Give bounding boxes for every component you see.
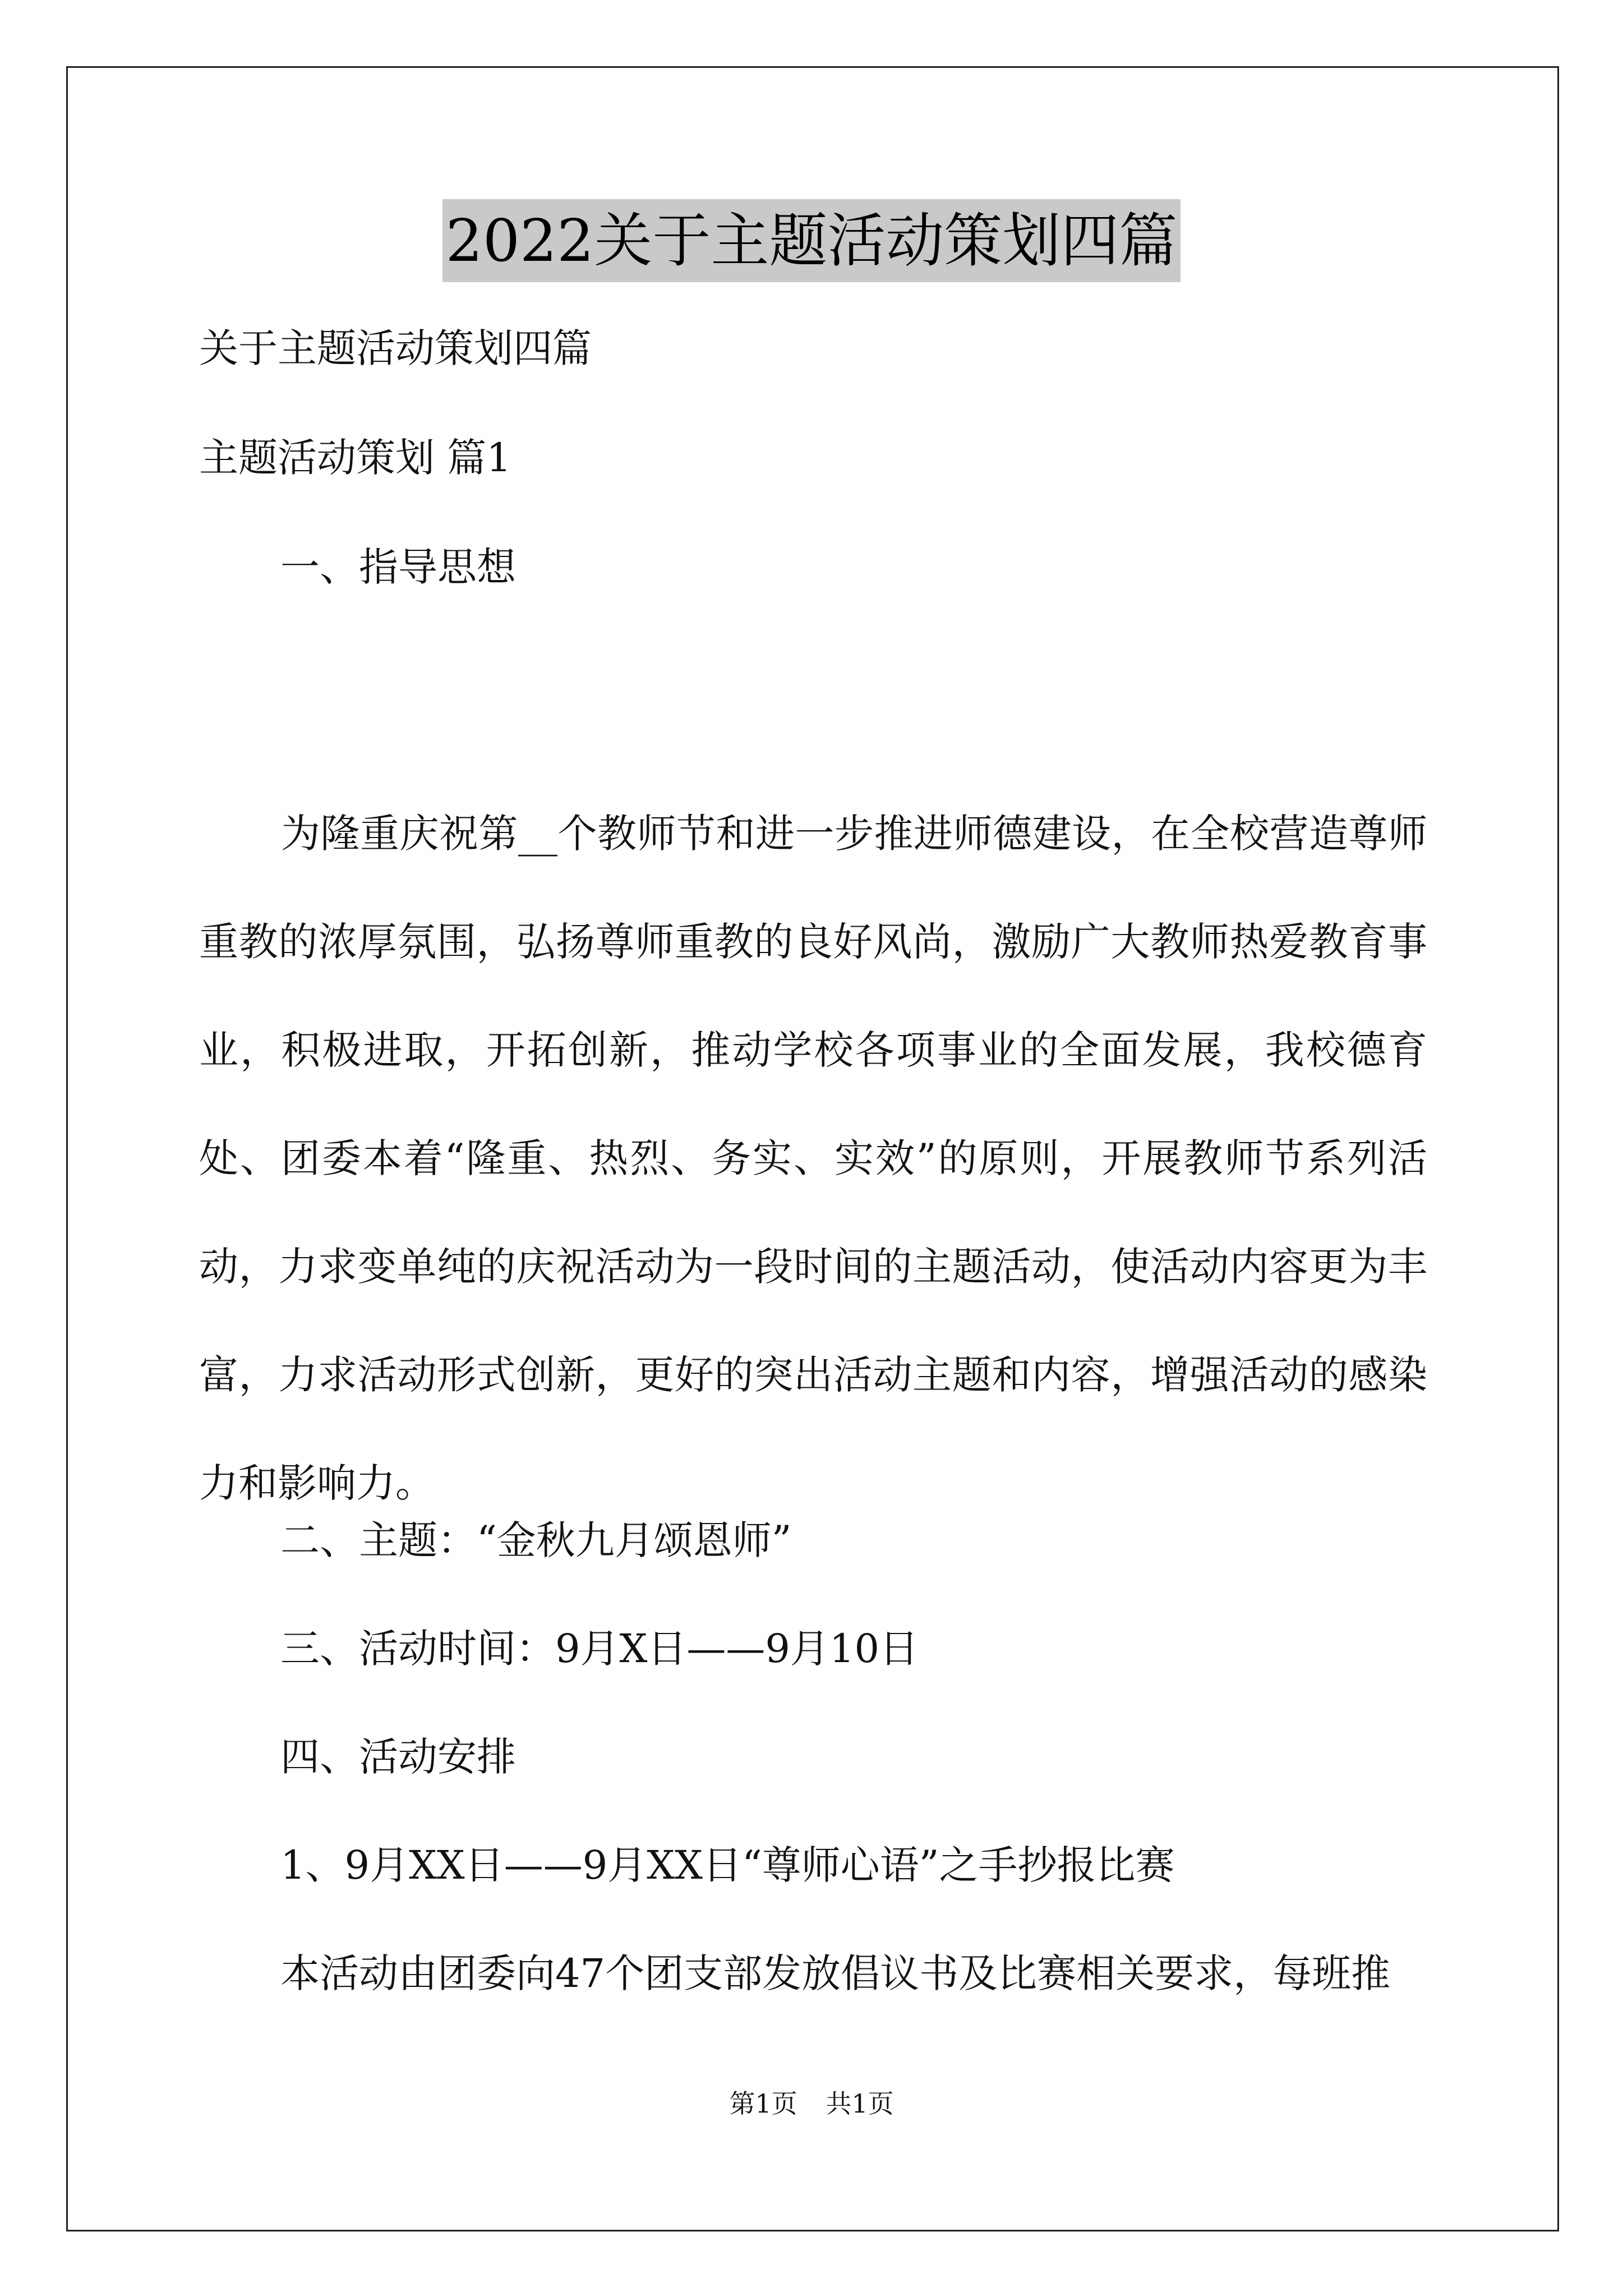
- title-container: [0, 199, 1623, 282]
- activity-item-1: 1、9月XX日——9月XX日“尊师心语”之手抄报比赛: [280, 1842, 1175, 1888]
- section-heading: 主题活动策划 篇1: [199, 435, 511, 481]
- document-title: 2022关于主题活动策划四篇: [442, 199, 1181, 282]
- document-subtitle: 关于主题活动策划四篇: [199, 325, 592, 371]
- activity-item-1-text: 本活动由团委向47个团支部发放倡议书及比赛相关要求，每班推: [280, 1950, 1391, 1996]
- page-number-current: 第1页: [729, 2088, 797, 2119]
- page-number-total: 共1页: [826, 2088, 894, 2119]
- body-paragraph: 为隆重庆祝第__个教师节和进一步推进师德建设，在全校营造尊师重教的浓厚氛围，弘扬尊师重教的良好风尚，激励广大教师热爱教育事业，积极进取，开拓创新，推动学校各项事业的全面发展，我校德育处、团委本着“隆重、热烈、务实、实效”的原则，开展教师节系列活动，力求变单纯的庆祝活动为一段时间的主题活动，使活动内容更为丰富，力求活动形式创新，更好的突出活动主题和内容，增强活动的感染力和影响力。: [199, 811, 1427, 1506]
- heading-activity-time: 三、活动时间：9月X日——9月10日: [280, 1626, 919, 1672]
- heading-activity-arrangement: 四、活动安排: [280, 1734, 516, 1780]
- heading-theme: 二、主题：“金秋九月颂恩师”: [280, 1517, 792, 1563]
- heading-guiding-ideology: 一、指导思想: [280, 544, 516, 590]
- page-footer: [0, 2083, 1623, 2120]
